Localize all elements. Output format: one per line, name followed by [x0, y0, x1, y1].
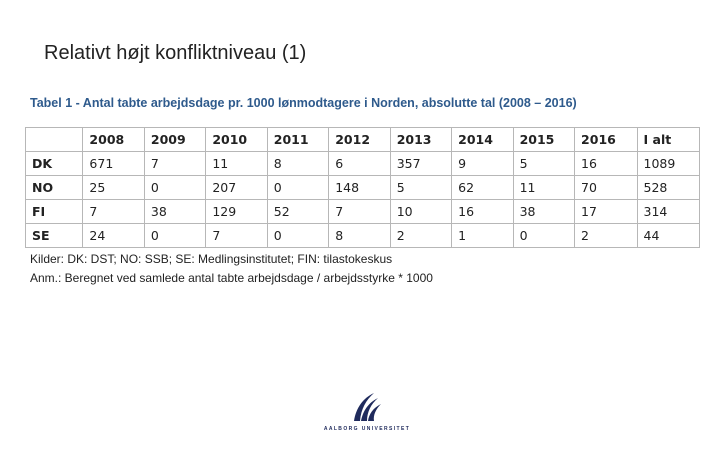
table-cell: 7: [83, 200, 144, 224]
table-cell: 0: [144, 176, 205, 200]
row-label: SE: [26, 224, 83, 248]
table-row: [26, 200, 700, 224]
table-cell: 38: [144, 200, 205, 224]
table-cell: 9: [452, 152, 513, 176]
table-cell: 1: [452, 224, 513, 248]
table-notes: [30, 250, 433, 288]
strike-days-table: [25, 127, 700, 248]
table-cell: 8: [267, 152, 328, 176]
table-corner-cell: [26, 128, 83, 152]
table-cell: 70: [575, 176, 637, 200]
table-cell: 24: [83, 224, 144, 248]
column-header: I alt: [637, 128, 700, 152]
table-cell: 0: [267, 224, 328, 248]
table-cell: 0: [144, 224, 205, 248]
aau-emblem-icon: [350, 390, 384, 422]
table-cell: 44: [637, 224, 700, 248]
table-caption: Tabel 1 - Antal tabte arbejdsdage pr. 1000 lønmodtagere i Norden, absolutte tal (2008 – 2016): [30, 96, 577, 110]
row-label: DK: [26, 152, 83, 176]
table-cell: 314: [637, 200, 700, 224]
table-cell: 129: [206, 200, 267, 224]
column-header: 2014: [452, 128, 513, 152]
table-cell: 671: [83, 152, 144, 176]
column-header: 2015: [513, 128, 574, 152]
table-cell: 25: [83, 176, 144, 200]
column-header: 2016: [575, 128, 637, 152]
table-cell: 357: [390, 152, 451, 176]
row-label: FI: [26, 200, 83, 224]
table-cell: 11: [513, 176, 574, 200]
table-cell: 16: [575, 152, 637, 176]
column-header: 2010: [206, 128, 267, 152]
sources-note: Kilder: DK: DST; NO: SSB; SE: Medlingsinstitutet; FIN: tilastokeskus: [30, 252, 393, 266]
table-cell: 52: [267, 200, 328, 224]
university-logo: [322, 390, 412, 432]
slide-title: Relativt højt konfliktniveau (1): [44, 42, 307, 64]
table-cell: 16: [452, 200, 513, 224]
logo-wordmark: AALBORG UNIVERSITET: [323, 426, 411, 432]
table-cell: 148: [329, 176, 390, 200]
table-cell: 5: [513, 152, 574, 176]
column-header: 2012: [329, 128, 390, 152]
table-cell: 38: [513, 200, 574, 224]
table-cell: 0: [513, 224, 574, 248]
table-row: [26, 152, 700, 176]
table-cell: 207: [206, 176, 267, 200]
column-header: 2013: [390, 128, 451, 152]
table-cell: 7: [206, 224, 267, 248]
table-cell: 62: [452, 176, 513, 200]
column-header: 2011: [267, 128, 328, 152]
table-cell: 10: [390, 200, 451, 224]
table-cell: 1089: [637, 152, 700, 176]
table-cell: 528: [637, 176, 700, 200]
table-cell: 7: [329, 200, 390, 224]
row-label: NO: [26, 176, 83, 200]
remark-note: Anm.: Beregnet ved samlede antal tabte arbejdsdage / arbejdsstyrke * 1000: [30, 271, 433, 285]
column-header: 2009: [144, 128, 205, 152]
table-cell: 2: [575, 224, 637, 248]
table-cell: 17: [575, 200, 637, 224]
table-cell: 0: [267, 176, 328, 200]
table-cell: 7: [144, 152, 205, 176]
table-cell: 5: [390, 176, 451, 200]
table-cell: 6: [329, 152, 390, 176]
table-header-row: [26, 128, 700, 152]
table-row: [26, 224, 700, 248]
table-cell: 2: [390, 224, 451, 248]
column-header: 2008: [83, 128, 144, 152]
table-cell: 8: [329, 224, 390, 248]
table-row: [26, 176, 700, 200]
table-cell: 11: [206, 152, 267, 176]
